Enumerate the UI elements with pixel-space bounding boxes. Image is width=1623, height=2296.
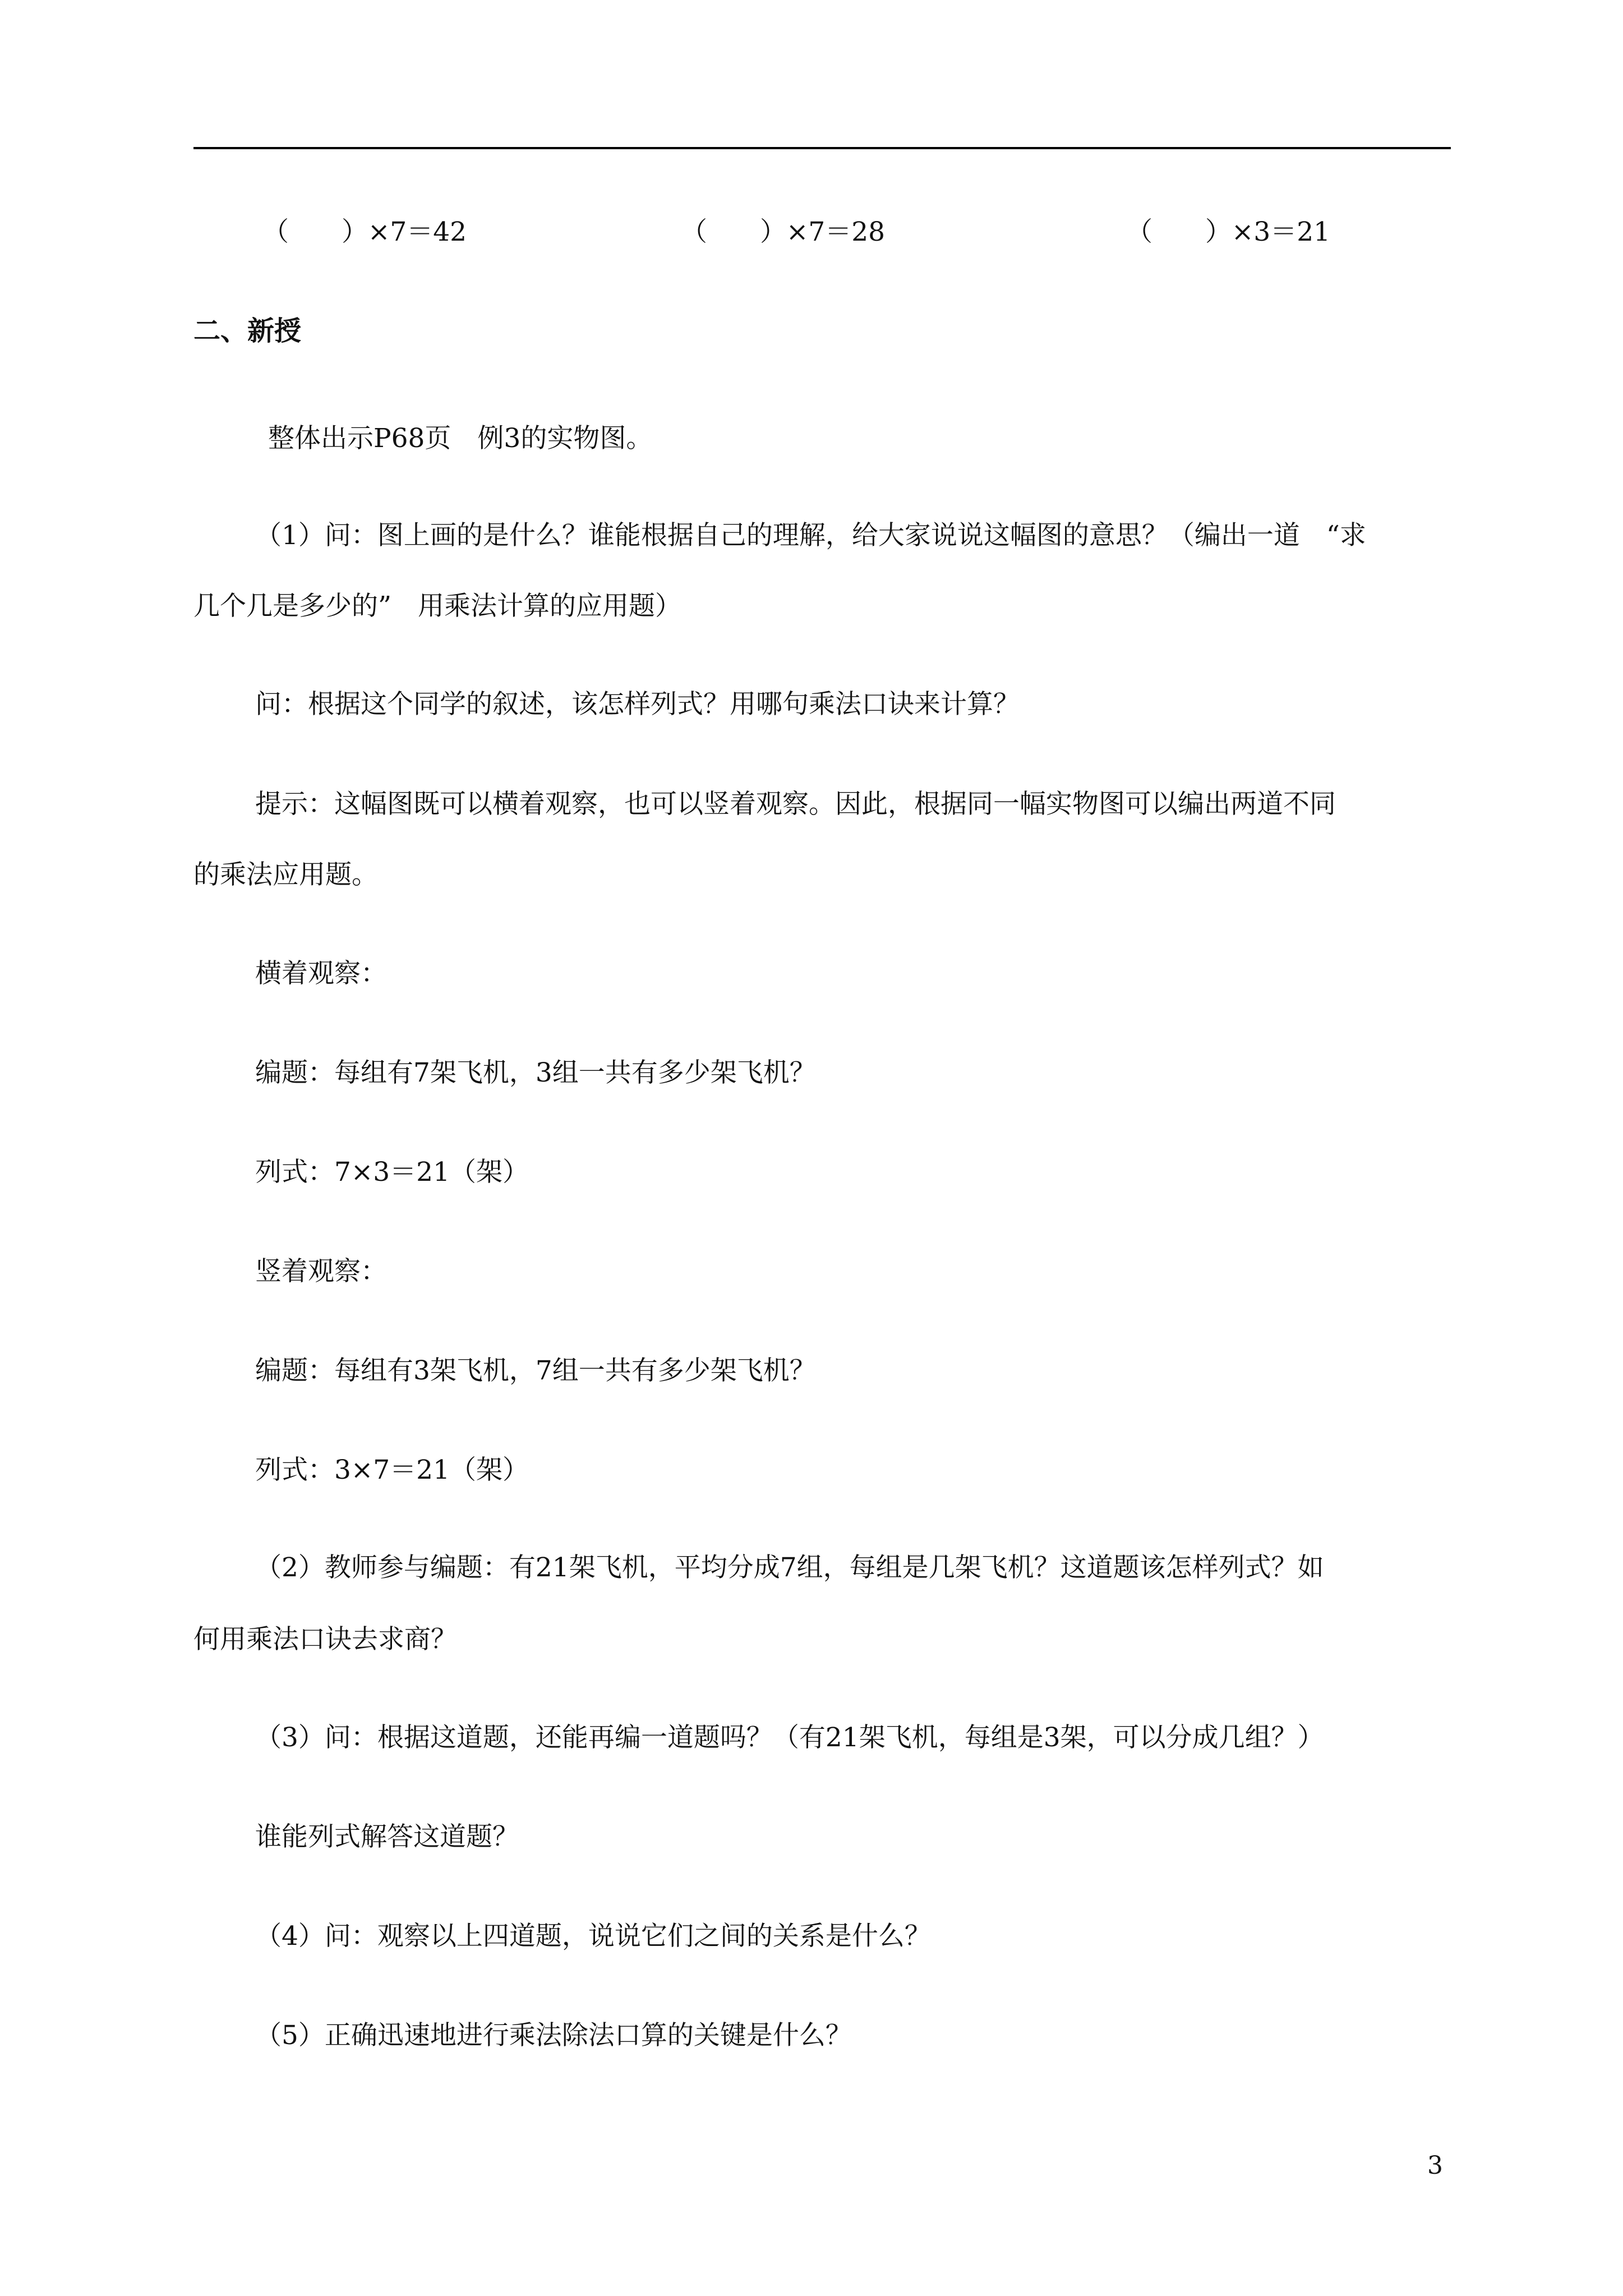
paragraph-problem-horizontal: 编题：每组有7架飞机，3组一共有多少架飞机？ <box>255 1057 816 1088</box>
paragraph-show-picture: 整体出示P68页 例3的实物图。 <box>268 423 653 454</box>
review-equation-1: （ ）×7＝42 <box>262 217 467 247</box>
paragraph-hint-line1: 提示：这幅图既可以横着观察，也可以竖着观察。因此，根据同一幅实物图可以编出两道不同 <box>255 789 1336 820</box>
paragraph-q5: （5）正确迅速地进行乘法除法口算的关键是什么？ <box>255 2020 852 2051</box>
paragraph-who-can-solve: 谁能列式解答这道题？ <box>255 1821 519 1852</box>
paragraph-q3: （3）问：根据这道题，还能再编一道题吗？（有21架飞机，每组是3架，可以分成几组？） <box>255 1722 1324 1753</box>
paragraph-ask-formula: 问：根据这个同学的叙述，该怎样列式？用哪句乘法口诀来计算？ <box>255 689 1020 720</box>
header-rule <box>193 147 1451 149</box>
review-equation-3: （ ）×3＝21 <box>1126 217 1331 247</box>
section-heading: 二、新授 <box>193 315 302 347</box>
paragraph-horizontal-observe: 横着观察： <box>255 958 387 989</box>
review-equation-2: （ ）×7＝28 <box>681 217 886 247</box>
paragraph-q2-line1: （2）教师参与编题：有21架飞机，平均分成7组，每组是几架飞机？这道题该怎样列式？如 <box>255 1552 1324 1583</box>
paragraph-q4: （4）问：观察以上四道题，说说它们之间的关系是什么？ <box>255 1921 931 1952</box>
paragraph-q1-line1: （1）问：图上画的是什么？谁能根据自己的理解，给大家说说这幅图的意思？（编出一道 “求 <box>255 520 1366 551</box>
paragraph-q1-line2: 几个几是多少的” 用乘法计算的应用题） <box>193 591 682 622</box>
paragraph-hint-line2: 的乘法应用题。 <box>193 859 378 890</box>
paragraph-formula-horizontal: 列式：7×3＝21（架） <box>255 1157 529 1188</box>
paragraph-formula-vertical: 列式：3×7＝21（架） <box>255 1455 529 1485</box>
paragraph-q2-line2: 何用乘法口诀去求商？ <box>193 1624 457 1655</box>
paragraph-vertical-observe: 竖着观察： <box>255 1256 387 1287</box>
paragraph-problem-vertical: 编题：每组有3架飞机，7组一共有多少架飞机？ <box>255 1355 816 1386</box>
page-number: 3 <box>1427 2151 1443 2180</box>
